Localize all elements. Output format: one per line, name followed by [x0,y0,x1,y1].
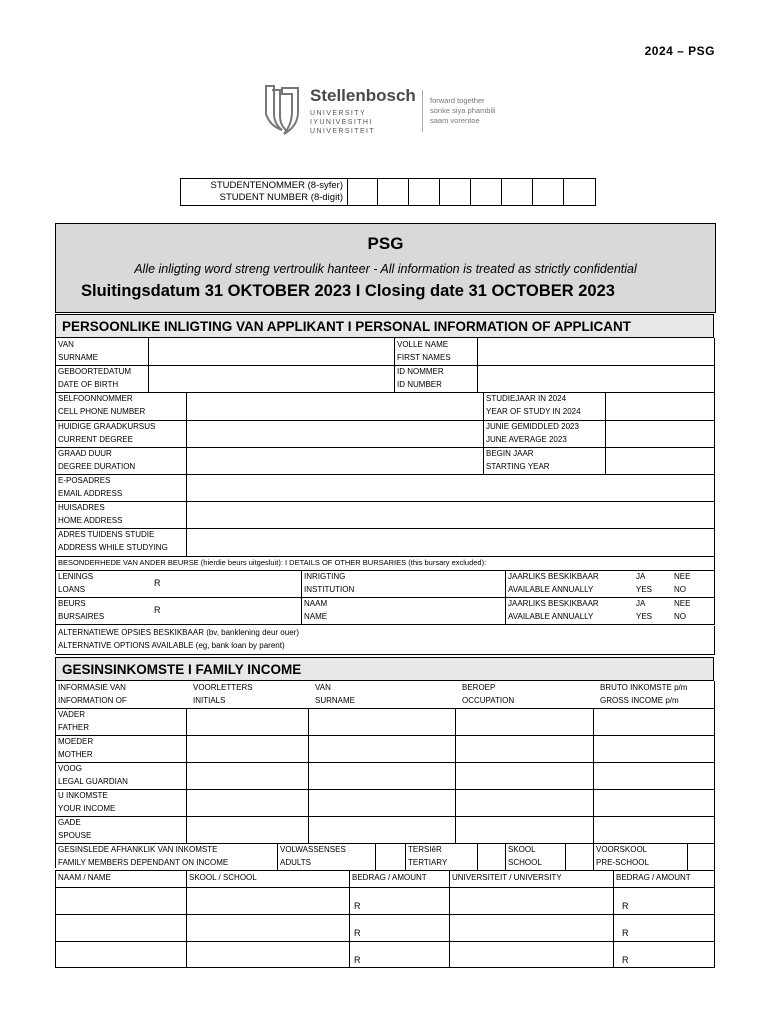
label-study-address: ADRES TUIDENS STUDIE ADDRESS WHILE STUDYING [56,528,187,556]
row-email [56,474,715,502]
input-name[interactable] [56,914,187,941]
family-label: VADER FATHER [56,708,187,735]
col-occupation: BEROEP OCCUPATION [462,683,515,705]
input-occupation[interactable] [456,789,594,816]
label-adults: VOLWASSENSES ADULTS [278,843,376,870]
input-initials[interactable] [187,789,309,816]
input-income[interactable] [594,735,715,762]
family-label: VOOG LEGAL GUARDIAN [56,762,187,789]
dependants-row [56,843,715,871]
label-dependants: GESINSLEDE AFHANKLIK VAN INKOMSTE FAMILY MEMBERS DEPENDANT ON INCOME [56,843,278,870]
input-id[interactable] [478,365,715,392]
input-duration[interactable] [187,447,484,474]
row-study-address [56,528,715,557]
label-duration: GRAAD DUUR DEGREE DURATION [56,447,187,474]
option-yes[interactable]: JA YES [636,572,653,594]
digit-box[interactable] [471,179,502,205]
col-surname: VAN SURNAME [315,683,356,705]
input-school[interactable] [187,887,350,914]
input-year[interactable] [606,392,715,420]
label-other-bursaries: BESONDERHEDE VAN ANDER BEURSE (hierdie beurs uitgesluit): I DETAILS OF OTHER BURSARIES (this bursary excluded): [56,556,715,570]
input-amount[interactable]: R [350,887,450,914]
label-name: NAAM NAME [302,597,506,624]
input-study-address[interactable] [187,528,715,556]
input-initials[interactable] [187,735,309,762]
input-average[interactable] [606,420,715,447]
family-row [56,789,715,817]
option-no[interactable]: NEE NO [672,570,715,597]
university-logo [262,84,522,140]
input-amount[interactable]: R [614,941,715,967]
input-amount[interactable]: R [350,914,450,941]
input-school[interactable] [187,914,350,941]
dependants-list [55,870,715,968]
row-surname [56,338,715,366]
label-institution: INRIGTING INSTITUTION [302,570,506,597]
label-email: E-POSADRES EMAIL ADDRESS [56,474,187,501]
digit-box[interactable] [502,179,533,205]
label-tertiary: TERSIêR TERTIARY [406,843,478,870]
label-cell: SELFOONNOMMER CELL PHONE NUMBER [56,392,187,420]
closing-date: Sluitingsdatum 31 OKTOBER 2023 I Closing date 31 OCTOBER 2023 [81,282,615,300]
col-amount: BEDRAG / AMOUNT [614,871,715,887]
label-school: SKOOL SCHOOL [506,843,566,870]
family-header-row [56,681,715,709]
digit-box[interactable] [347,179,378,205]
input-start[interactable] [606,447,715,474]
label-preschool: VOORSKOOL PRE-SCHOOL [594,843,688,870]
label-average: JUNIE GEMIDDLED 2023 JUNE AVERAGE 2023 [484,420,606,447]
input-name[interactable] [56,941,187,967]
input-name[interactable] [56,887,187,914]
input-amount[interactable]: R [350,941,450,967]
label-start: BEGIN JAAR STARTING YEAR [484,447,606,474]
label-first-names: VOLLE NAME FIRST NAMES [395,338,478,365]
label-home: HUISADRES HOME ADDRESS [56,501,187,528]
digit-box[interactable] [409,179,440,205]
input-income[interactable] [594,816,715,843]
col-info: INFORMASIE VAN INFORMATION OF [58,683,127,705]
label-loans: LENINGS LOANS R [56,570,302,597]
input-surname[interactable] [149,338,395,365]
family-label: MOEDER MOTHER [56,735,187,762]
input-school[interactable] [187,941,350,967]
input-occupation[interactable] [456,816,594,843]
confidential-note: Alle inligting word streng vertroulik hanteer - All information is treated as strictly confidential [134,262,637,276]
logo-name: Stellenbosch [310,86,416,105]
label-alternatives[interactable]: ALTERNATIEWE OPSIES BESKIKBAAR (bv, banklening deur ouer) ALTERNATIVE OPTIONS AVAILABLE (eg, bank loan by parent) [56,626,715,654]
crest-icon [262,84,302,136]
input-income[interactable] [594,708,715,735]
row-loans [56,570,715,598]
input-initials[interactable] [187,816,309,843]
row-alternatives [56,626,715,655]
option-yes[interactable]: JA YES [636,599,653,621]
row-dob [56,365,715,393]
label-bursaries: BEURS BURSAIRES R [56,597,302,624]
col-income: BRUTO INKOMSTE p/m GROSS INCOME p/m [594,681,715,708]
col-school: SKOOL / SCHOOL [187,871,350,887]
list-row [56,887,715,915]
input-cell[interactable] [187,392,484,420]
input-adults[interactable] [376,843,406,870]
family-grid [55,681,715,868]
input-amount[interactable]: R [614,914,715,941]
student-number-label: STUDENTENOMMER (8-syfer) STUDENT NUMBER (8-digit) [181,179,348,206]
logo-divider [422,90,423,132]
family-row [56,708,715,736]
list-header [56,871,715,888]
input-first-names[interactable] [478,338,715,365]
list-row [56,914,715,942]
input-home[interactable] [187,501,715,528]
row-degree [56,420,715,448]
logo-tagline: forward together sonke siya phambili saam vorentoe [430,96,496,125]
label-dob: GEBOORTEDATUM DATE OF BIRTH [56,365,149,392]
col-initials: VOORLETTERS INITIALS [193,683,253,705]
label-annually: JAARLIKS BESKIKBAAR AVAILABLE ANNUALLY [508,599,599,621]
input-occupation[interactable] [456,762,594,789]
col-amount: BEDRAG / AMOUNT [350,871,450,887]
digit-box[interactable] [533,179,564,205]
form-code: 2024 – PSG [644,44,715,58]
input-surname[interactable] [309,789,456,816]
input-income[interactable] [594,789,715,816]
input-surname[interactable] [309,735,456,762]
row-home [56,501,715,529]
input-surname[interactable] [309,816,456,843]
family-label: U INKOMSTE YOUR INCOME [56,789,187,816]
input-occupation[interactable] [456,708,594,735]
section-family: GESINSINKOMSTE I FAMILY INCOME [55,657,714,681]
label-annually: JAARLIKS BESKIKBAAR AVAILABLE ANNUALLY [508,572,599,594]
input-university[interactable] [450,941,614,967]
input-preschool[interactable] [688,843,715,870]
input-income[interactable] [594,762,715,789]
form-header [55,223,716,313]
input-email[interactable] [187,474,715,501]
input-initials[interactable] [187,708,309,735]
family-label: GADE SPOUSE [56,816,187,843]
label-id: ID NOMMER ID NUMBER [395,365,478,392]
alternatives-grid [55,626,715,654]
digit-box[interactable] [378,179,409,205]
input-degree[interactable] [187,420,484,447]
label-degree: HUIDIGE GRAADKURSUS CURRENT DEGREE [56,420,187,447]
digit-box[interactable] [564,179,594,205]
input-surname[interactable] [309,708,456,735]
input-occupation[interactable] [456,735,594,762]
digit-box[interactable] [440,179,471,205]
col-university: UNIVERSITEIT / UNIVERSITY [450,871,614,887]
row-cell [56,392,715,421]
label-year: STUDIEJAAR IN 2024 YEAR OF STUDY IN 2024 [484,392,606,420]
input-university[interactable] [450,914,614,941]
row-duration [56,447,715,475]
label-surname: VAN SURNAME [56,338,149,365]
personal-grid [55,338,715,626]
form-title: PSG [367,234,404,253]
col-name: NAAM / NAME [56,871,187,887]
section-personal: PERSOONLIKE INLIGTING VAN APPLIKANT I PERSONAL INFORMATION OF APPLICANT [55,314,714,338]
input-tertiary[interactable] [478,843,506,870]
family-row [56,762,715,790]
row-bursaries [56,597,715,625]
family-row [56,735,715,763]
input-dob[interactable] [149,365,395,392]
student-number-field [180,178,596,206]
list-row [56,941,715,968]
input-surname[interactable] [309,762,456,789]
row-other-bursaries [56,556,715,571]
input-university[interactable] [450,887,614,914]
option-no[interactable]: NEE NO [672,597,715,624]
logo-sub: UNIVERSITY IYUNIVESITHI UNIVERSITEIT [310,110,376,135]
family-row [56,816,715,844]
input-initials[interactable] [187,762,309,789]
input-school[interactable] [566,843,594,870]
input-amount[interactable]: R [614,887,715,914]
